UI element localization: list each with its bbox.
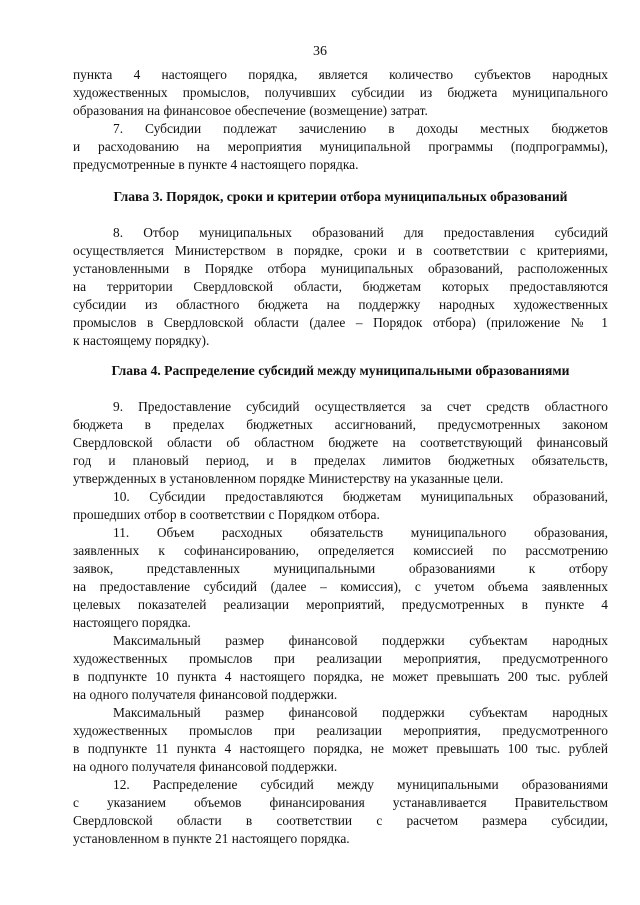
text-line: настоящего порядка. [73, 615, 191, 630]
text-line: субсидии из областного бюджета на поддержку народных художественных [73, 297, 608, 312]
paragraph-max-100-start: Максимальный размер финансовой поддержки субъектам народных [113, 705, 608, 720]
page-number: 36 [313, 44, 327, 59]
paragraph-9-start: 9. Предоставление субсидий осуществляется за счет средств областного [113, 399, 608, 414]
text-line: в подпункте 10 пункта 4 настоящего порядка, не может превышать 200 тыс. рублей [73, 669, 608, 684]
text-line: на предоставление субсидий (далее – комиссия), с учетом объема заявленных [73, 579, 608, 594]
text-line: на территории Свердловской области, бюджетам которых предоставляются [73, 279, 608, 294]
text-line: художественных промыслов при реализации мероприятия, предусмотренного [73, 723, 608, 738]
text-line: к настоящему порядку). [73, 333, 210, 348]
text-line: заявок, представленных муниципальными образованиями к отбору [73, 561, 608, 576]
text-line: установленными в Порядке отбора муниципальных образований, расположенных [73, 261, 608, 276]
text-line: заявленных к софинансированию, определяется комиссией по рассмотрению [73, 543, 608, 558]
text-line: промыслов в Свердловской области (далее – Порядок отбора) (приложение № 1 [73, 315, 608, 330]
text-line: Свердловской области об областном бюджете на соответствующий финансовый [73, 435, 608, 450]
text-line: с указанием объемов финансирования устанавливается Правительством [73, 795, 608, 810]
paragraph-12-start: 12. Распределение субсидий между муниципальными образованиями [113, 777, 608, 792]
text-line: утвержденных в установленном порядке Министерству на указанные цели. [73, 471, 504, 486]
text-line: осуществляется Министерством в порядке, сроки и в соответствии с критериями, [73, 243, 608, 258]
paragraph-11-start: 11. Объем расходных обязательств муниципального образования, [113, 525, 608, 540]
paragraph-7-start: 7. Субсидии подлежат зачислению в доходы местных бюджетов [113, 121, 608, 136]
text-line: на одного получателя финансовой поддержки. [73, 759, 338, 774]
text-line: прошедших отбор в соответствии с Порядком отбора. [73, 507, 380, 522]
paragraph-8-start: 8. Отбор муниципальных образований для предоставления субсидий [113, 225, 608, 240]
text-line: предусмотренные в пункте 4 настоящего порядка. [73, 157, 359, 172]
paragraph-10-start: 10. Субсидии предоставляются бюджетам муниципальных образований, [113, 489, 608, 504]
text-line: целевых показателей реализации мероприятий, предусмотренных в пункте 4 [73, 597, 608, 612]
text-line: бюджета в пределах бюджетных ассигнований, предусмотренных законом [73, 417, 608, 432]
text-line: в подпункте 11 пункта 4 настоящего порядка, не может превышать 100 тыс. рублей [73, 741, 608, 756]
text-line: на одного получателя финансовой поддержки. [73, 687, 338, 702]
text-line: образования на финансовое обеспечение (возмещение) затрат. [73, 103, 428, 118]
text-line: год и плановый период, и в пределах лимитов бюджетных обязательств, [73, 453, 608, 468]
text-line: установленном в пункте 21 настоящего порядка. [73, 831, 350, 846]
chapter-4-heading: Глава 4. Распределение субсидий между муниципальными образованиями [111, 363, 570, 378]
paragraph-max-200-start: Максимальный размер финансовой поддержки субъектам народных [113, 633, 608, 648]
text-line: художественных промыслов при реализации мероприятия, предусмотренного [73, 651, 608, 666]
text-line: пункта 4 настоящего порядка, является количество субъектов народных [73, 67, 608, 82]
chapter-3-heading: Глава 3. Порядок, сроки и критерии отбора муниципальных образований [113, 189, 568, 204]
text-line: художественных промыслов, получивших субсидии из бюджета муниципального [73, 85, 608, 100]
text-line: Свердловской области в соответствии с расчетом размера субсидии, [73, 813, 608, 828]
text-line: и расходованию на мероприятия муниципальной программы (подпрограммы), [73, 139, 608, 154]
